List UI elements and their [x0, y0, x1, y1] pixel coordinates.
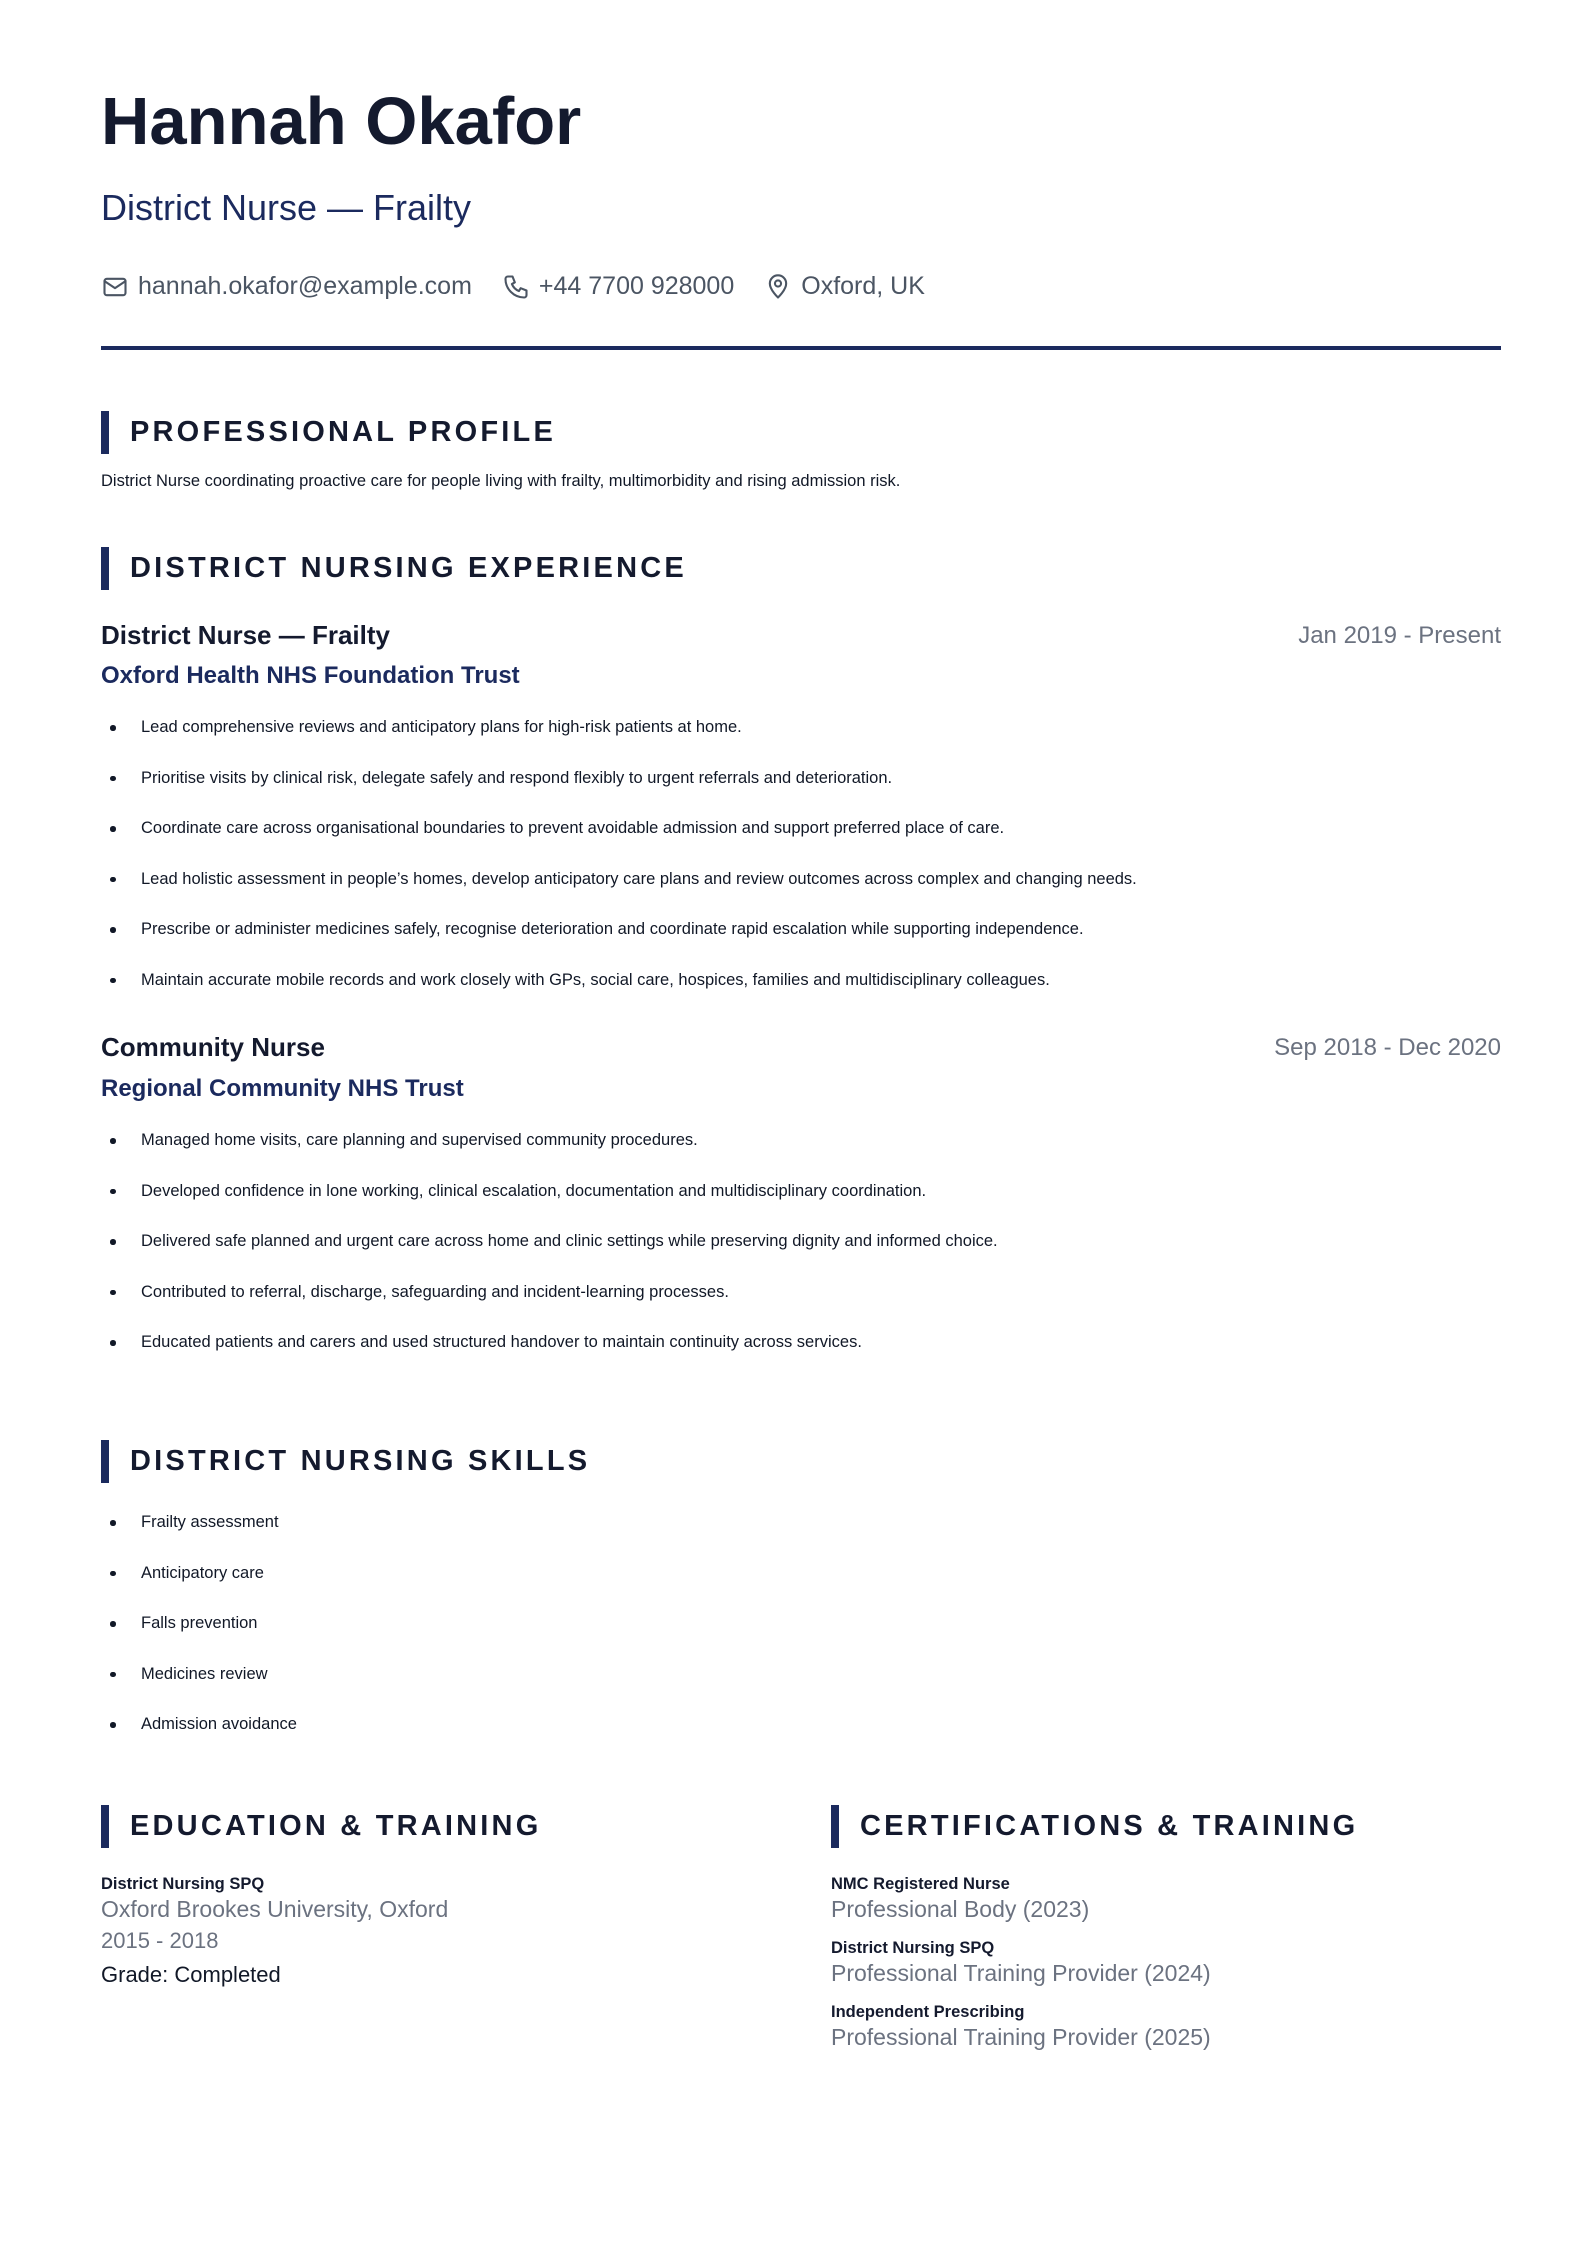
skill-item: Frailty assessment: [101, 1512, 1501, 1563]
certifications-list: [831, 1874, 1531, 2052]
section-title: EDUCATION & TRAINING: [130, 1810, 542, 1842]
job-bullet-list: [101, 717, 1501, 1020]
section-accent-bar: [101, 1805, 109, 1848]
section-title: PROFESSIONAL PROFILE: [130, 416, 557, 448]
section-title: CERTIFICATIONS & TRAINING: [860, 1810, 1359, 1842]
certifications-heading: [831, 1805, 1531, 1848]
job-dates: Sep 2018 - Dec 2020: [1274, 1034, 1501, 1061]
job-title: Community Nurse: [101, 1032, 325, 1062]
certification-title: NMC Registered Nurse: [831, 1875, 1010, 1893]
certification-issuer: Professional Body (2023): [831, 1896, 1090, 1922]
job-title: District Nurse — Frailty: [101, 620, 390, 650]
job-bullet: Contributed to referral, discharge, safeguarding and incident-learning processes.: [101, 1282, 1501, 1333]
skills-list: [101, 1512, 1501, 1765]
certification-entry: [831, 2002, 1531, 2052]
profile-heading: [101, 411, 556, 454]
job-bullet: Coordinate care across organisational boundaries to prevent avoidable admission and support preferred place of care.: [101, 818, 1501, 869]
section-accent-bar: [101, 1440, 109, 1483]
job-bullet: Developed confidence in lone working, clinical escalation, documentation and multidisciplinary coordination.: [101, 1181, 1501, 1232]
certification-issuer: Professional Training Provider (2025): [831, 2024, 1211, 2050]
job-bullet: Educated patients and carers and used structured handover to maintain continuity across services.: [101, 1332, 1501, 1383]
skill-item: Anticipatory care: [101, 1563, 1501, 1614]
section-accent-bar: [101, 547, 109, 590]
job-bullet: Lead comprehensive reviews and anticipatory plans for high-risk patients at home.: [101, 717, 1501, 768]
education-years: 2015 - 2018: [101, 1928, 219, 1953]
job-bullet: Delivered safe planned and urgent care across home and clinic settings while preserving dignity and informed choice.: [101, 1231, 1501, 1282]
profile-summary: District Nurse coordinating proactive care for people living with frailty, multimorbidity and rising admission risk.: [101, 472, 901, 490]
education-institution: Oxford Brookes University, Oxford: [101, 1896, 449, 1922]
job-dates: Jan 2019 - Present: [1298, 622, 1501, 649]
skill-item: Medicines review: [101, 1664, 1501, 1715]
job-bullet: Prescribe or administer medicines safely, recognise deterioration and coordinate rapid escalation while supporting independence.: [101, 919, 1501, 970]
job-bullet: Lead holistic assessment in people’s homes, develop anticipatory care plans and review outcomes across complex and changing needs.: [101, 869, 1501, 920]
job-bullet: Prioritise visits by clinical risk, delegate safely and respond flexibly to urgent referrals and deterioration.: [101, 768, 1501, 819]
location-text: Oxford, UK: [801, 272, 925, 300]
job-bullet-list: [101, 1130, 1501, 1383]
certification-title: Independent Prescribing: [831, 2003, 1025, 2021]
contact-phone[interactable]: [502, 272, 734, 301]
certification-entry: [831, 1938, 1531, 1988]
education-entry: [101, 1874, 801, 1992]
certification-title: District Nursing SPQ: [831, 1939, 995, 1957]
email-text: hannah.okafor@example.com: [138, 272, 472, 300]
section-title: DISTRICT NURSING SKILLS: [130, 1445, 591, 1477]
job-bullet: Maintain accurate mobile records and work closely with GPs, social care, hospices, families and multidisciplinary colleagues.: [101, 970, 1501, 1021]
section-accent-bar: [831, 1805, 839, 1848]
candidate-name: Hannah Okafor: [101, 84, 582, 159]
job-organisation: Oxford Health NHS Foundation Trust: [101, 662, 520, 689]
education-title: District Nursing SPQ: [101, 1875, 265, 1893]
contact-location: [764, 272, 925, 301]
mail-icon: [101, 273, 129, 301]
education-column: [101, 1805, 801, 1992]
job-headline: District Nurse — Frailty: [101, 187, 472, 228]
job-bullet: Managed home visits, care planning and supervised community procedures.: [101, 1130, 1501, 1181]
skill-item: Admission avoidance: [101, 1714, 1501, 1765]
contact-row: [101, 272, 955, 301]
education-grade: Grade: Completed: [101, 1962, 281, 1987]
phone-text: +44 7700 928000: [538, 272, 735, 300]
phone-icon: [502, 273, 530, 301]
job-organisation: Regional Community NHS Trust: [101, 1075, 464, 1102]
section-title: DISTRICT NURSING EXPERIENCE: [130, 552, 687, 584]
experience-heading: [101, 547, 687, 590]
skills-heading: [101, 1440, 590, 1483]
map-pin-icon: [764, 273, 792, 301]
contact-email[interactable]: [101, 272, 472, 301]
header-divider: [101, 346, 1501, 350]
certification-entry: [831, 1874, 1531, 1924]
skill-item: Falls prevention: [101, 1613, 1501, 1664]
certification-issuer: Professional Training Provider (2024): [831, 1960, 1211, 1986]
education-heading: [101, 1805, 801, 1848]
section-accent-bar: [101, 411, 109, 454]
certifications-column: [831, 1805, 1531, 2066]
